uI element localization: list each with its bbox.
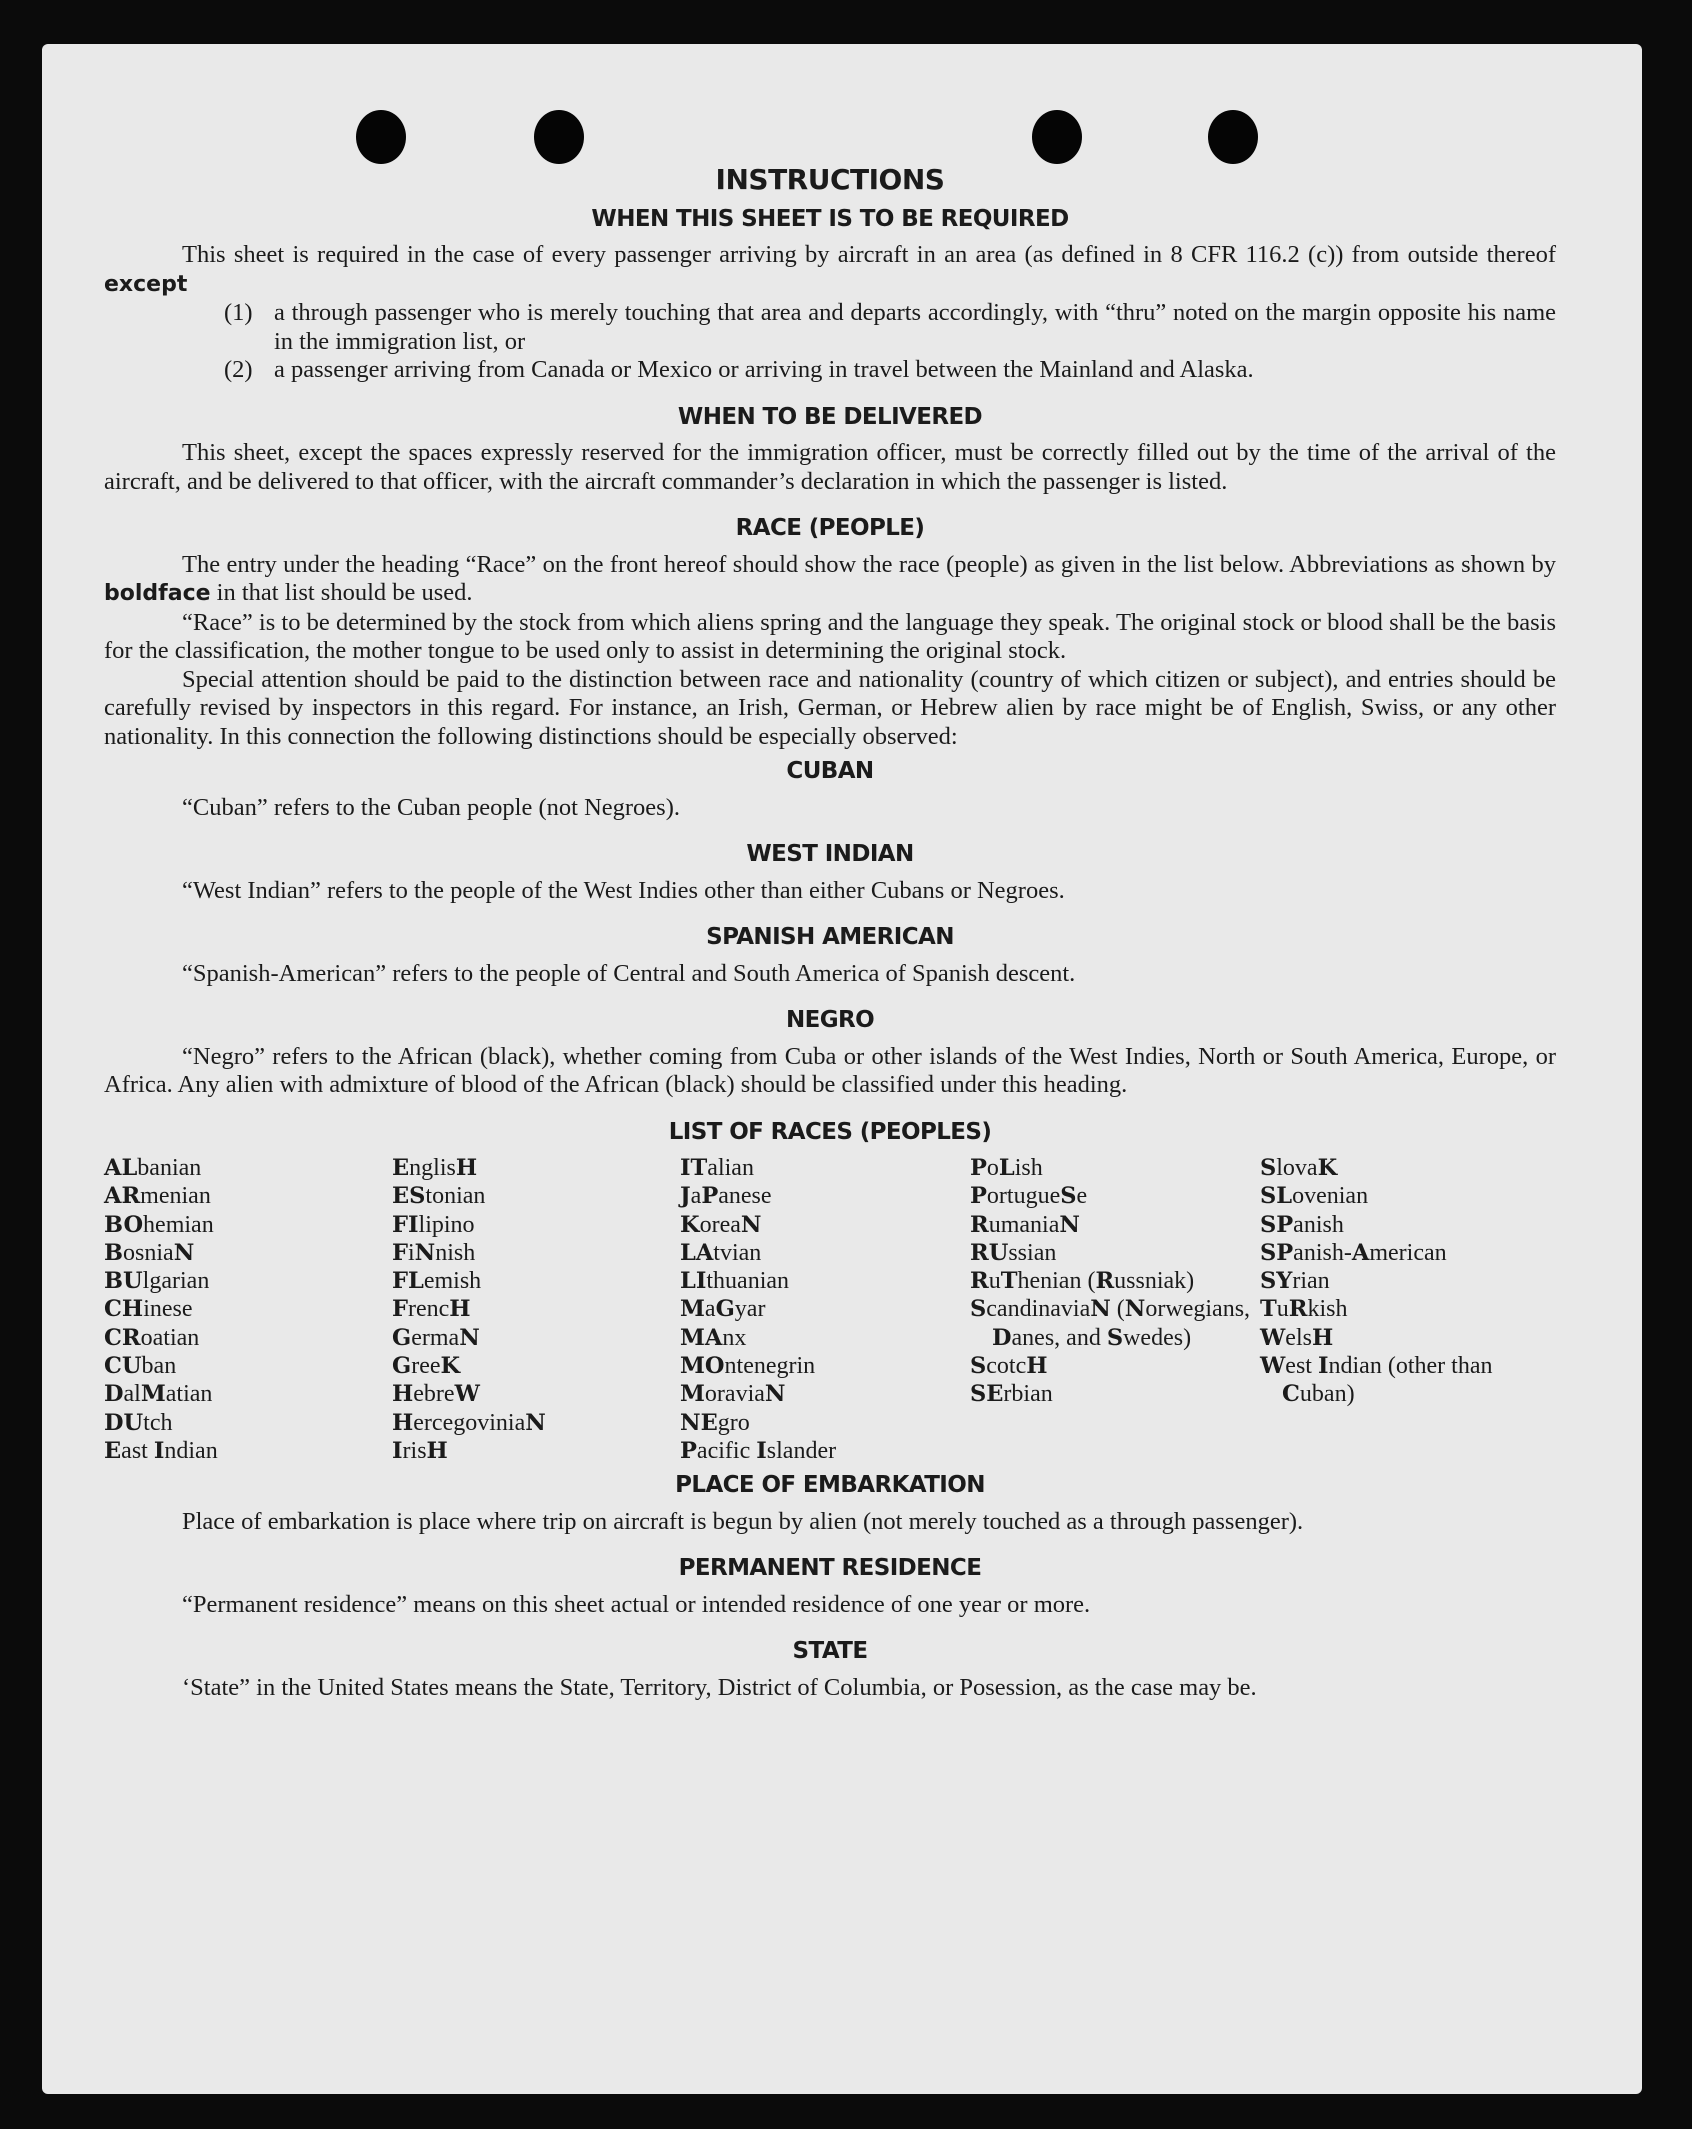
paragraph-west-indian: “West Indian” refers to the people of the West Indies other than either Cubans or Negroes. xyxy=(182,876,1065,904)
heading-cuban: CUBAN xyxy=(786,758,874,784)
race-entry: CRoatian xyxy=(104,1324,200,1351)
race-entry: GreeK xyxy=(392,1353,461,1380)
race-entry: BOhemian xyxy=(104,1211,214,1238)
races-column xyxy=(680,1154,970,1465)
race-entry: FiNnish xyxy=(392,1239,476,1266)
exception-item: (1) a through passenger who is merely touching that area and departs accordingly, with “thru” noted on the margin opposite his name in the immigration list, or xyxy=(224,299,1556,355)
heading-spanish-american: SPANISH AMERICAN xyxy=(706,924,954,950)
paragraph-cuban: “Cuban” refers to the Cuban people (not Negroes). xyxy=(182,793,680,821)
heading-required: WHEN THIS SHEET IS TO BE REQUIRED xyxy=(591,205,1069,232)
paragraph-spanish-american: “Spanish-American” refers to the people of Central and South America of Spanish descent. xyxy=(182,959,1076,987)
race-entry: FrencH xyxy=(392,1296,471,1323)
races-column xyxy=(104,1154,392,1465)
paragraph-delivered: This sheet, except the spaces expressly reserved for the immigration officer, must be correctly filled out by the time of the arrival of the aircraft, and be delivered to that officer, with the aircraft commander’s declaration in which the passenger is listed. xyxy=(104,439,1556,495)
race-entry: MOntenegrin xyxy=(680,1353,816,1380)
exception-item: (2) a passenger arriving from Canada or Mexico or arriving in travel between the Mainland and Alaska. xyxy=(224,356,1254,383)
heading-list-of-races: LIST OF RACES (PEOPLES) xyxy=(668,1118,992,1145)
race-entry: PoLish xyxy=(970,1155,1043,1181)
race-entry: BUlgarian xyxy=(104,1268,210,1295)
paragraph-embarkation: Place of embarkation is place where trip on aircraft is begun by alien (not merely touched as a through passenger). xyxy=(182,1507,1304,1535)
race-entry: GermaN xyxy=(392,1324,480,1351)
race-entry: BosniaN xyxy=(104,1239,195,1266)
paragraph-race-2: “Race” is to be determined by the stock from which aliens spring and the language they speak. The original stock or blood shall be the basis for the classification, the mother tongue to be used only to assist in determining the original stock. xyxy=(104,608,1556,664)
race-entry: HebreW xyxy=(392,1381,480,1408)
race-entry: RumaniaN xyxy=(970,1211,1080,1238)
race-entry: IrisH xyxy=(392,1437,448,1464)
race-entry: KoreaN xyxy=(680,1211,762,1238)
race-entry: DUtch xyxy=(104,1409,173,1436)
races-column xyxy=(970,1154,1260,1465)
race-entry: CHinese xyxy=(104,1296,193,1323)
heading-negro: NEGRO xyxy=(785,1007,875,1033)
race-entry: RUssian xyxy=(970,1239,1057,1266)
heading-race: RACE (PEOPLE) xyxy=(735,515,925,541)
heading-embarkation: PLACE OF EMBARKATION xyxy=(675,1472,985,1499)
race-entry: HercegoviniaN xyxy=(392,1409,546,1436)
race-entry: MoraviaN xyxy=(680,1381,786,1408)
race-entry: ITalian xyxy=(680,1155,754,1181)
race-entry: EStonian xyxy=(392,1183,486,1210)
race-entry: ARmenian xyxy=(104,1183,211,1210)
paragraph-race-3: Special attention should be paid to the distinction between race and nationality (country of which citizen or subject), and entries should be carefully revised by inspectors in this regard. For instance, an Irish, German, or Hebrew alien by race might be of English, Swiss, or any other nationality. In this connection the following distinctions should be especially observed: xyxy=(104,665,1556,750)
race-entry: TuRkish xyxy=(1260,1296,1348,1323)
races-list xyxy=(104,1154,1556,1465)
heading-west-indian: WEST INDIAN xyxy=(746,841,914,867)
race-entry: WelsH xyxy=(1260,1324,1334,1351)
paragraph-state: ‘State” in the United States means the State, Territory, District of Columbia, or Posession, as the case may be. xyxy=(182,1673,1257,1701)
paragraph-race-1: The entry under the heading “Race” on the front hereof should show the race (people) as given in the list below. Abbreviations as shown by boldface in that list should be used. xyxy=(104,550,1556,606)
race-entry: SErbian xyxy=(970,1381,1053,1408)
paragraph-required: This sheet is required in the case of every passenger arriving by aircraft in an area (as defined in 8 CFR 116.2 (c)) from outside thereof except xyxy=(104,241,1556,297)
race-entry: East Indian xyxy=(104,1437,218,1464)
race-entry: DalMatian xyxy=(104,1381,213,1408)
bold-except: except xyxy=(104,271,188,297)
race-entry: ALbanian xyxy=(104,1155,202,1181)
race-entry: FIlipino xyxy=(392,1211,475,1238)
race-entry: NEgro xyxy=(680,1409,750,1436)
race-entry: MAnx xyxy=(680,1324,747,1351)
race-entry: ScandinaviaN (Norwegians, Danes, and Swedes) xyxy=(970,1296,1251,1351)
race-entry: Pacific Islander xyxy=(680,1437,837,1464)
paragraph-permanent-residence: “Permanent residence” means on this sheet actual or intended residence of one year or more. xyxy=(182,1590,1091,1618)
heading-state: STATE xyxy=(792,1638,868,1665)
race-entry: SPanish xyxy=(1260,1211,1344,1238)
race-entry: West Indian (other than Cuban) xyxy=(1260,1353,1493,1408)
race-entry: ScotcH xyxy=(970,1353,1048,1380)
race-entry: LAtvian xyxy=(680,1239,762,1266)
heading-permanent-residence: PERMANENT RESIDENCE xyxy=(678,1555,982,1582)
races-column xyxy=(392,1154,680,1465)
race-entry: SLovenian xyxy=(1260,1183,1369,1210)
race-entry: PortugueSe xyxy=(970,1183,1088,1210)
race-entry: LIthuanian xyxy=(680,1268,790,1295)
race-entry: MaGyar xyxy=(680,1296,766,1323)
race-entry: FLemish xyxy=(392,1268,482,1295)
exception-list xyxy=(104,299,1556,385)
race-entry: RuThenian (Russniak) xyxy=(970,1268,1195,1295)
race-entry: SlovaK xyxy=(1260,1155,1338,1181)
heading-delivered: WHEN TO BE DELIVERED xyxy=(677,403,983,430)
race-entry: SPanish-American xyxy=(1260,1239,1447,1266)
page-title: INSTRUCTIONS xyxy=(715,163,945,196)
race-entry: SYrian xyxy=(1260,1268,1330,1295)
race-entry: JaPanese xyxy=(680,1183,772,1210)
race-entry: EnglisH xyxy=(392,1155,478,1181)
races-column xyxy=(1260,1154,1556,1465)
race-entry: CUban xyxy=(104,1353,177,1380)
paragraph-negro: “Negro” refers to the African (black), whether coming from Cuba or other islands of the West Indies, North or South America, Europe, or Africa. Any alien with admixture of blood of the African (black) should be classified under this heading. xyxy=(104,1042,1556,1098)
document-body xyxy=(104,118,1556,1702)
